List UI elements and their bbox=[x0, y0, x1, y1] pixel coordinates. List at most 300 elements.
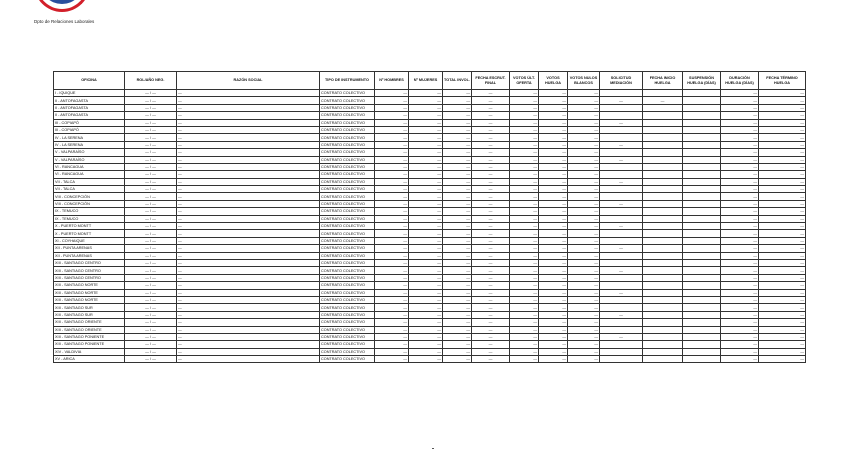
table-cell: — bbox=[375, 245, 409, 252]
table-cell: CONTRATO COLECTIVO bbox=[320, 333, 375, 340]
table-cell: — bbox=[472, 311, 510, 318]
table-cell: — bbox=[375, 186, 409, 193]
table-cell: — bbox=[568, 97, 600, 104]
table-cell: — bbox=[539, 119, 568, 126]
table-cell: — bbox=[409, 193, 443, 200]
table-cell: — bbox=[472, 259, 510, 266]
table-row bbox=[54, 156, 806, 163]
table-cell bbox=[600, 90, 643, 97]
table-cell: — bbox=[177, 119, 320, 126]
table-cell: CONTRATO COLECTIVO bbox=[320, 193, 375, 200]
table-cell: VII - TALCA bbox=[54, 186, 125, 193]
table-row bbox=[54, 90, 806, 97]
table-cell: — bbox=[375, 163, 409, 170]
table-cell: — bbox=[472, 289, 510, 296]
table-cell bbox=[683, 245, 721, 252]
table-cell bbox=[600, 259, 643, 266]
table-cell bbox=[683, 267, 721, 274]
table-cell: — bbox=[539, 274, 568, 281]
table-cell: — bbox=[409, 223, 443, 230]
table-cell: — bbox=[375, 311, 409, 318]
table-cell: — bbox=[721, 304, 759, 311]
table-cell: — bbox=[539, 104, 568, 111]
table-cell: — bbox=[472, 230, 510, 237]
column-header: RAZÓN SOCIAL bbox=[177, 72, 320, 90]
table-cell: — bbox=[510, 356, 539, 363]
table-cell: — / — bbox=[125, 141, 177, 148]
table-row bbox=[54, 282, 806, 289]
table-cell: CONTRATO COLECTIVO bbox=[320, 311, 375, 318]
table-cell: — bbox=[721, 141, 759, 148]
table-cell: — bbox=[177, 171, 320, 178]
table-cell: — / — bbox=[125, 252, 177, 259]
column-header: VOTOS ÚLT. OFERTA bbox=[510, 72, 539, 90]
table-cell: CONTRATO COLECTIVO bbox=[320, 90, 375, 97]
table-cell: — bbox=[539, 289, 568, 296]
table-cell: — bbox=[375, 289, 409, 296]
table-cell: — bbox=[539, 237, 568, 244]
table-row bbox=[54, 223, 806, 230]
table-header bbox=[54, 72, 806, 90]
table-cell: — bbox=[510, 90, 539, 97]
table-cell bbox=[683, 90, 721, 97]
table-cell: — bbox=[409, 104, 443, 111]
table-cell: — bbox=[759, 237, 806, 244]
table-cell: — bbox=[539, 171, 568, 178]
table-cell: — bbox=[568, 230, 600, 237]
table-cell: — bbox=[375, 223, 409, 230]
table-cell: — bbox=[510, 289, 539, 296]
table-cell: — bbox=[568, 193, 600, 200]
table-cell: II - ANTOFAGASTA bbox=[54, 112, 125, 119]
table-cell: — bbox=[177, 296, 320, 303]
table-cell: — / — bbox=[125, 112, 177, 119]
table-cell bbox=[683, 289, 721, 296]
table-cell: — bbox=[177, 193, 320, 200]
table-cell: — bbox=[510, 215, 539, 222]
table-cell: — bbox=[568, 267, 600, 274]
table-cell: — bbox=[600, 245, 643, 252]
table-cell: — bbox=[510, 341, 539, 348]
table-cell: CONTRATO COLECTIVO bbox=[320, 134, 375, 141]
table-cell: — bbox=[177, 341, 320, 348]
table-cell: — bbox=[409, 126, 443, 133]
table-cell: — bbox=[721, 274, 759, 281]
table-cell: III - COPIAPÓ bbox=[54, 126, 125, 133]
table-cell: XII - PUNTA ARENAS bbox=[54, 252, 125, 259]
table-cell: — bbox=[375, 356, 409, 363]
table-cell: — bbox=[409, 112, 443, 119]
table-cell: — bbox=[568, 274, 600, 281]
table-cell: — bbox=[510, 326, 539, 333]
table-cell: CONTRATO COLECTIVO bbox=[320, 156, 375, 163]
table-cell: — bbox=[539, 311, 568, 318]
table-cell: — bbox=[510, 200, 539, 207]
table-cell: — / — bbox=[125, 259, 177, 266]
table-cell: — bbox=[721, 215, 759, 222]
table-cell: — bbox=[409, 171, 443, 178]
table-cell bbox=[683, 326, 721, 333]
table-cell: — bbox=[759, 104, 806, 111]
table-cell: — bbox=[375, 134, 409, 141]
table-cell: — / — bbox=[125, 208, 177, 215]
table-cell bbox=[643, 112, 683, 119]
table-cell: — bbox=[539, 186, 568, 193]
table-cell bbox=[683, 230, 721, 237]
table-cell: — bbox=[539, 178, 568, 185]
table-cell: CONTRATO COLECTIVO bbox=[320, 149, 375, 156]
table-cell bbox=[683, 200, 721, 207]
table-cell: — bbox=[472, 267, 510, 274]
table-cell: — bbox=[539, 223, 568, 230]
table-cell: — bbox=[177, 267, 320, 274]
table-cell bbox=[683, 193, 721, 200]
table-cell: CONTRATO COLECTIVO bbox=[320, 208, 375, 215]
table-cell: — / — bbox=[125, 200, 177, 207]
table-cell: CONTRATO COLECTIVO bbox=[320, 186, 375, 193]
table-cell: — bbox=[539, 90, 568, 97]
table-cell: — bbox=[510, 348, 539, 355]
table-cell: — / — bbox=[125, 126, 177, 133]
table-cell bbox=[683, 97, 721, 104]
table-cell bbox=[643, 348, 683, 355]
table-cell: CONTRATO COLECTIVO bbox=[320, 341, 375, 348]
table-cell: — bbox=[568, 141, 600, 148]
table-cell: — bbox=[375, 112, 409, 119]
table-cell: — bbox=[721, 193, 759, 200]
table-row bbox=[54, 245, 806, 252]
table-cell: — bbox=[759, 156, 806, 163]
table-cell bbox=[683, 126, 721, 133]
table-cell bbox=[600, 319, 643, 326]
table-cell: CONTRATO COLECTIVO bbox=[320, 237, 375, 244]
table-cell bbox=[643, 296, 683, 303]
table-cell: — bbox=[759, 126, 806, 133]
table-cell: — bbox=[600, 97, 643, 104]
table-cell: — bbox=[375, 141, 409, 148]
table-cell: — bbox=[759, 304, 806, 311]
table-cell bbox=[643, 126, 683, 133]
table-row bbox=[54, 134, 806, 141]
table-cell: — bbox=[472, 90, 510, 97]
table-cell: — bbox=[472, 149, 510, 156]
table-cell: — bbox=[568, 311, 600, 318]
table-cell: — bbox=[721, 296, 759, 303]
table-cell: — bbox=[759, 319, 806, 326]
table-row bbox=[54, 186, 806, 193]
table-cell: — bbox=[472, 296, 510, 303]
table-cell: — bbox=[472, 319, 510, 326]
page-mark bbox=[432, 448, 434, 449]
table-cell: IV - LA SERENA bbox=[54, 141, 125, 148]
table-cell: — bbox=[472, 348, 510, 355]
table-cell bbox=[683, 119, 721, 126]
table-cell: — bbox=[568, 208, 600, 215]
table-cell bbox=[643, 90, 683, 97]
table-cell: XIII - SANTIAGO CENTRO bbox=[54, 259, 125, 266]
table-cell: — bbox=[375, 326, 409, 333]
table-cell: — bbox=[443, 200, 472, 207]
table-cell: — / — bbox=[125, 104, 177, 111]
table-cell: — bbox=[721, 230, 759, 237]
table-cell: — / — bbox=[125, 282, 177, 289]
table-cell bbox=[643, 171, 683, 178]
table-cell: — bbox=[409, 215, 443, 222]
table-cell: — bbox=[409, 341, 443, 348]
table-cell: — bbox=[721, 171, 759, 178]
table-cell: — / — bbox=[125, 289, 177, 296]
table-cell: — bbox=[643, 97, 683, 104]
table-cell: — bbox=[759, 274, 806, 281]
table-cell: — bbox=[443, 252, 472, 259]
table-cell: — bbox=[443, 156, 472, 163]
table-cell: CONTRATO COLECTIVO bbox=[320, 356, 375, 363]
table-cell: XV - ARICA bbox=[54, 356, 125, 363]
table-cell: — bbox=[510, 304, 539, 311]
table-cell bbox=[600, 326, 643, 333]
table-cell: — bbox=[510, 333, 539, 340]
table-cell: — / — bbox=[125, 171, 177, 178]
table-row bbox=[54, 230, 806, 237]
table-cell: XII - PUNTA ARENAS bbox=[54, 245, 125, 252]
table-cell: — bbox=[759, 348, 806, 355]
table-cell: — bbox=[443, 341, 472, 348]
table-cell: — bbox=[177, 156, 320, 163]
table-cell: — bbox=[443, 163, 472, 170]
table-cell: — bbox=[409, 311, 443, 318]
table-cell bbox=[643, 134, 683, 141]
table-cell: CONTRATO COLECTIVO bbox=[320, 141, 375, 148]
table-cell: — / — bbox=[125, 311, 177, 318]
table-cell: — bbox=[759, 252, 806, 259]
table-cell: — / — bbox=[125, 178, 177, 185]
table-cell: — bbox=[721, 178, 759, 185]
table-cell: — bbox=[409, 289, 443, 296]
table-cell: — bbox=[409, 319, 443, 326]
column-header: SOLICITUD MEDIACIÓN bbox=[600, 72, 643, 90]
table-cell: — bbox=[177, 215, 320, 222]
column-header: Nº HOMBRES bbox=[375, 72, 409, 90]
table-cell: — bbox=[177, 208, 320, 215]
table-cell bbox=[683, 252, 721, 259]
table-cell: CONTRATO COLECTIVO bbox=[320, 252, 375, 259]
table-cell: CONTRATO COLECTIVO bbox=[320, 289, 375, 296]
table-cell: — bbox=[721, 186, 759, 193]
table-row bbox=[54, 104, 806, 111]
table-cell: — bbox=[568, 304, 600, 311]
table-cell: — bbox=[443, 193, 472, 200]
table-cell: — bbox=[759, 171, 806, 178]
table-cell: — bbox=[472, 126, 510, 133]
table-cell: XI - COYHAIQUE bbox=[54, 237, 125, 244]
table-cell bbox=[600, 134, 643, 141]
table-row bbox=[54, 237, 806, 244]
table-cell: — bbox=[510, 186, 539, 193]
table-cell: IV - LA SERENA bbox=[54, 134, 125, 141]
table-cell: — bbox=[375, 193, 409, 200]
table-cell: — bbox=[472, 186, 510, 193]
table-row bbox=[54, 193, 806, 200]
institution-logo bbox=[34, 0, 92, 14]
table-cell bbox=[683, 112, 721, 119]
table-row bbox=[54, 215, 806, 222]
table-cell: — bbox=[375, 119, 409, 126]
table-cell: — bbox=[759, 149, 806, 156]
table-cell: — bbox=[759, 223, 806, 230]
table-cell: — bbox=[759, 141, 806, 148]
table-row bbox=[54, 267, 806, 274]
table-cell: II - ANTOFAGASTA bbox=[54, 104, 125, 111]
table-cell: — bbox=[721, 119, 759, 126]
table-cell bbox=[683, 333, 721, 340]
table-cell: — bbox=[600, 141, 643, 148]
table-cell bbox=[600, 237, 643, 244]
table-cell: — bbox=[759, 311, 806, 318]
table-cell: — bbox=[568, 126, 600, 133]
table-cell: — bbox=[472, 252, 510, 259]
table-cell: — bbox=[759, 193, 806, 200]
table-cell: — bbox=[568, 178, 600, 185]
table-cell: — bbox=[721, 326, 759, 333]
table-cell: — bbox=[759, 341, 806, 348]
table-cell: CONTRATO COLECTIVO bbox=[320, 215, 375, 222]
table-cell: CONTRATO COLECTIVO bbox=[320, 296, 375, 303]
table-cell bbox=[600, 356, 643, 363]
table-cell: — bbox=[409, 90, 443, 97]
table-cell: — bbox=[177, 149, 320, 156]
table-cell bbox=[600, 348, 643, 355]
table-cell: — / — bbox=[125, 149, 177, 156]
table-cell: — bbox=[177, 134, 320, 141]
table-cell: — / — bbox=[125, 304, 177, 311]
table-cell: — bbox=[409, 237, 443, 244]
table-cell bbox=[643, 186, 683, 193]
table-cell bbox=[643, 200, 683, 207]
table-cell bbox=[600, 193, 643, 200]
table-cell: — bbox=[177, 97, 320, 104]
table-cell: — bbox=[472, 356, 510, 363]
table-cell: — bbox=[721, 348, 759, 355]
table-row bbox=[54, 163, 806, 170]
table-cell: — bbox=[721, 200, 759, 207]
table-cell: — bbox=[443, 90, 472, 97]
table-cell bbox=[643, 141, 683, 148]
table-cell: CONTRATO COLECTIVO bbox=[320, 245, 375, 252]
table-cell: XIII - SANTIAGO NORTE bbox=[54, 282, 125, 289]
table-cell: — bbox=[443, 112, 472, 119]
table-cell bbox=[683, 215, 721, 222]
table-cell: — bbox=[409, 186, 443, 193]
table-cell: XIII - SANTIAGO PONIENTE bbox=[54, 333, 125, 340]
table-cell: — bbox=[375, 97, 409, 104]
table-cell: — bbox=[177, 237, 320, 244]
table-cell: — / — bbox=[125, 223, 177, 230]
table-cell bbox=[643, 259, 683, 266]
table-cell: — bbox=[721, 267, 759, 274]
table-cell bbox=[600, 149, 643, 156]
table-cell: — bbox=[721, 223, 759, 230]
table-cell: — bbox=[568, 296, 600, 303]
table-cell: — bbox=[443, 356, 472, 363]
table-row bbox=[54, 149, 806, 156]
table-cell: XIII - SANTIAGO ORIENTE bbox=[54, 326, 125, 333]
table-cell bbox=[600, 215, 643, 222]
table-cell bbox=[643, 208, 683, 215]
table-row bbox=[54, 119, 806, 126]
table-row bbox=[54, 341, 806, 348]
table-cell: — bbox=[177, 326, 320, 333]
table-cell: — bbox=[568, 341, 600, 348]
table-cell: — bbox=[472, 326, 510, 333]
table-cell: — bbox=[375, 341, 409, 348]
table-cell: — bbox=[759, 112, 806, 119]
table-cell: — bbox=[759, 289, 806, 296]
table-cell: — bbox=[443, 126, 472, 133]
table-cell: — bbox=[443, 230, 472, 237]
table-cell: — / — bbox=[125, 341, 177, 348]
table-cell: — bbox=[472, 112, 510, 119]
table-cell: — bbox=[721, 208, 759, 215]
table-cell: — / — bbox=[125, 90, 177, 97]
table-cell: X - PUERTO MONTT bbox=[54, 230, 125, 237]
table-cell: — bbox=[568, 237, 600, 244]
table-cell: — bbox=[721, 149, 759, 156]
table-cell bbox=[683, 282, 721, 289]
column-header: OFICINA bbox=[54, 72, 125, 90]
table-cell: — bbox=[375, 178, 409, 185]
table-cell: — bbox=[568, 252, 600, 259]
table-cell: — bbox=[759, 245, 806, 252]
table-cell: — bbox=[443, 237, 472, 244]
table-cell: — bbox=[721, 237, 759, 244]
column-header: DURACIÓN HUELGA (DÍAS) bbox=[721, 72, 759, 90]
table-cell: — bbox=[539, 156, 568, 163]
table-cell: — bbox=[443, 333, 472, 340]
table-cell: — bbox=[510, 126, 539, 133]
table-cell: — bbox=[177, 259, 320, 266]
table-row bbox=[54, 333, 806, 340]
table-cell: — bbox=[510, 267, 539, 274]
table-cell bbox=[600, 304, 643, 311]
table-cell bbox=[643, 237, 683, 244]
table-cell: — bbox=[472, 104, 510, 111]
table-cell: — bbox=[568, 171, 600, 178]
table-cell: — bbox=[510, 134, 539, 141]
table-cell: — bbox=[375, 319, 409, 326]
table-row bbox=[54, 126, 806, 133]
table-cell: — bbox=[721, 245, 759, 252]
table-cell: — bbox=[721, 333, 759, 340]
table-cell bbox=[600, 208, 643, 215]
table-cell: — bbox=[472, 333, 510, 340]
table-cell: — bbox=[409, 267, 443, 274]
table-cell bbox=[683, 274, 721, 281]
table-cell bbox=[643, 163, 683, 170]
table-cell bbox=[683, 237, 721, 244]
table-cell: — bbox=[721, 282, 759, 289]
table-cell: — bbox=[375, 333, 409, 340]
table-cell: — bbox=[568, 245, 600, 252]
table-row bbox=[54, 178, 806, 185]
table-cell bbox=[643, 282, 683, 289]
table-cell: — bbox=[759, 186, 806, 193]
table-cell: XIII - SANTIAGO PONIENTE bbox=[54, 341, 125, 348]
table-row bbox=[54, 208, 806, 215]
table-cell: — bbox=[721, 90, 759, 97]
table-cell: — bbox=[472, 134, 510, 141]
table-cell: — bbox=[443, 149, 472, 156]
table-cell bbox=[643, 267, 683, 274]
